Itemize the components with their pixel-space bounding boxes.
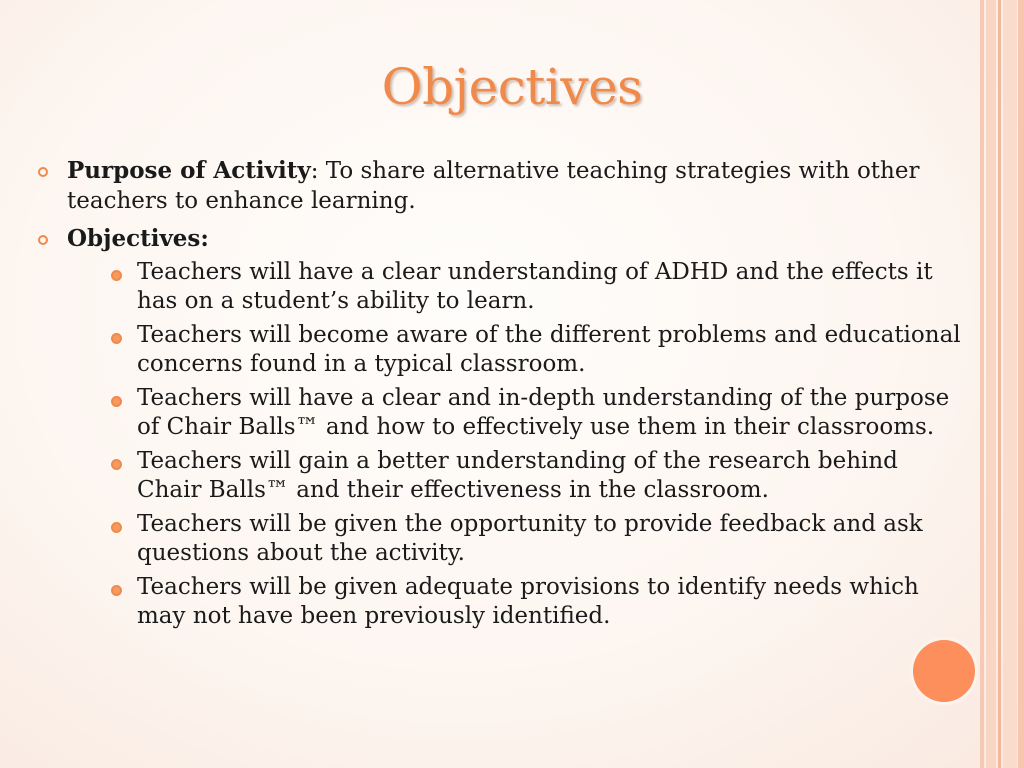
purpose-label: Purpose of Activity [67,157,311,184]
objective-text: Teachers will have a clear and in-depth understanding of the purpose of Chair Balls™ and how to effectively use them in their classrooms. [137,385,950,440]
dot-bullet-icon [111,396,122,407]
objective-text: Teachers will have a clear understanding of ADHD and the effects it has on a student’s ability to learn. [137,259,933,314]
list-item [67,384,968,442]
list-item [67,321,968,379]
purpose-text: : To share alternative teaching strategies with other teachers to enhance learning. [67,158,920,214]
objective-text: Teachers will be given adequate provisions to identify needs which may not have been previously identified. [137,574,919,629]
dot-bullet-icon [111,333,122,344]
list-item [67,447,968,505]
objectives-list [67,258,968,631]
list-item [67,258,968,316]
dot-bullet-icon [111,459,122,470]
ring-bullet-icon [38,167,48,177]
list-item [67,573,968,631]
decorative-circle [913,640,975,702]
slide-body [38,156,968,639]
objective-text: Teachers will be given the opportunity to provide feedback and ask questions about the activity. [137,511,923,566]
dot-bullet-icon [111,585,122,596]
objectives-bullet [38,224,968,631]
slide-title: Objectives [381,58,643,116]
ring-bullet-icon [38,235,48,245]
objective-text: Teachers will gain a better understanding of the research behind Chair Balls™ and their effectiveness in the classroom. [137,448,898,503]
list-item [67,510,968,568]
objective-text: Teachers will become aware of the different problems and educational concerns found in a typical classroom. [137,322,961,377]
dot-bullet-icon [111,270,122,281]
purpose-bullet [38,156,968,216]
objectives-heading: Objectives: [67,225,209,252]
dot-bullet-icon [111,522,122,533]
